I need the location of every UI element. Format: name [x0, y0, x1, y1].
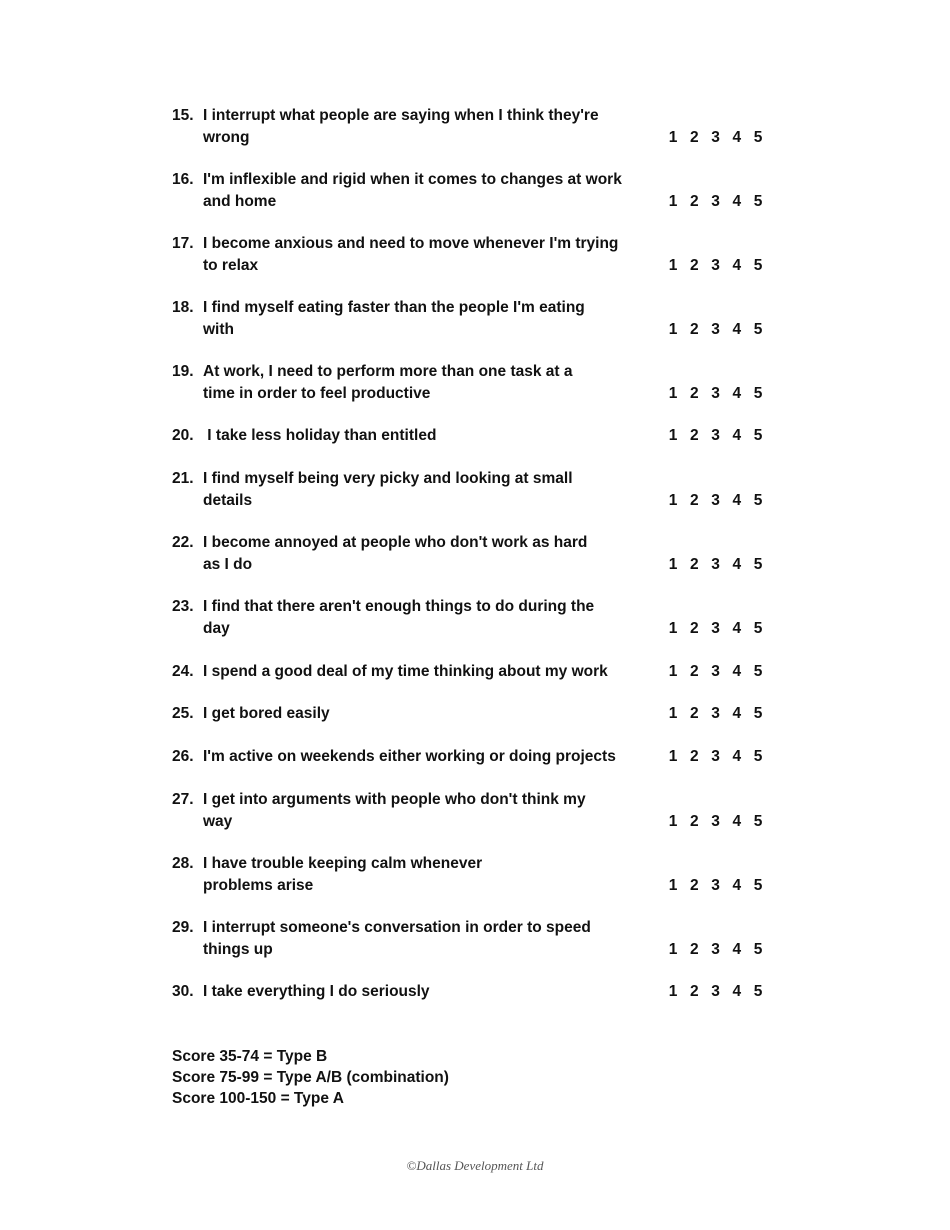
rating-scale [668, 319, 763, 341]
rating-option-2[interactable]: 2 [689, 620, 699, 637]
question-number: 22. [172, 534, 194, 551]
rating-option-3[interactable]: 3 [711, 193, 720, 210]
rating-option-2[interactable]: 2 [689, 257, 699, 274]
rating-option-3[interactable]: 3 [711, 385, 720, 402]
rating-option-1[interactable]: 1 [668, 705, 678, 722]
rating-option-4[interactable]: 4 [732, 620, 742, 637]
rating-option-5[interactable]: 5 [753, 941, 763, 958]
rating-option-4[interactable]: 4 [732, 492, 742, 509]
rating-scale [668, 703, 763, 725]
question-text: I get into arguments with people who don't think my way [203, 791, 586, 830]
rating-option-5[interactable]: 5 [753, 193, 763, 210]
rating-option-2[interactable]: 2 [689, 813, 699, 830]
question-text: I'm inflexible and rigid when it comes to changes at work and home [203, 171, 622, 210]
rating-option-5[interactable]: 5 [753, 257, 763, 274]
rating-option-5[interactable]: 5 [753, 705, 763, 722]
score-range-type-a: Score 100-150 = Type A [172, 1090, 344, 1107]
rating-option-3[interactable]: 3 [711, 748, 720, 765]
rating-option-2[interactable]: 2 [689, 705, 699, 722]
rating-option-1[interactable]: 1 [668, 193, 678, 210]
question-text: I have trouble keeping calm whenever problems arise [203, 855, 483, 894]
rating-scale [668, 127, 763, 149]
question-text: I get bored easily [203, 705, 330, 722]
question-text: I find myself being very picky and looking at small details [203, 470, 573, 509]
rating-scale [668, 554, 763, 576]
rating-scale [668, 661, 763, 683]
rating-option-2[interactable]: 2 [689, 556, 699, 573]
rating-option-1[interactable]: 1 [668, 983, 678, 1000]
rating-option-3[interactable]: 3 [711, 427, 720, 444]
rating-option-5[interactable]: 5 [753, 813, 763, 830]
rating-scale [668, 746, 763, 768]
rating-option-2[interactable]: 2 [689, 663, 699, 680]
rating-option-3[interactable]: 3 [711, 877, 720, 894]
rating-option-2[interactable]: 2 [689, 129, 699, 146]
question-number: 18. [172, 299, 194, 316]
rating-option-2[interactable]: 2 [689, 748, 699, 765]
question-text: I become anxious and need to move whenever I'm trying to relax [203, 235, 619, 274]
rating-option-5[interactable]: 5 [753, 385, 763, 402]
rating-option-5[interactable]: 5 [753, 877, 763, 894]
question-number: 23. [172, 598, 194, 615]
rating-option-2[interactable]: 2 [689, 193, 699, 210]
question-number: 16. [172, 171, 194, 188]
rating-option-1[interactable]: 1 [668, 129, 678, 146]
rating-scale [668, 490, 763, 512]
rating-option-1[interactable]: 1 [668, 556, 678, 573]
question-number: 15. [172, 107, 194, 124]
rating-scale [668, 811, 763, 833]
rating-option-3[interactable]: 3 [711, 941, 720, 958]
rating-option-4[interactable]: 4 [732, 427, 742, 444]
rating-option-2[interactable]: 2 [689, 877, 699, 894]
rating-option-5[interactable]: 5 [753, 129, 763, 146]
question-text: I take everything I do seriously [203, 983, 430, 1000]
rating-option-1[interactable]: 1 [668, 492, 678, 509]
rating-option-4[interactable]: 4 [732, 385, 742, 402]
rating-scale [668, 981, 763, 1003]
rating-option-3[interactable]: 3 [711, 556, 720, 573]
rating-option-1[interactable]: 1 [668, 385, 678, 402]
question-text: I become annoyed at people who don't work as hard as I do [203, 534, 588, 573]
rating-option-2[interactable]: 2 [689, 321, 699, 338]
rating-scale [668, 255, 763, 277]
rating-option-4[interactable]: 4 [732, 705, 742, 722]
rating-option-3[interactable]: 3 [711, 983, 720, 1000]
rating-option-4[interactable]: 4 [732, 877, 742, 894]
question-text: I interrupt what people are saying when I think they're wrong [203, 107, 599, 146]
rating-option-5[interactable]: 5 [753, 321, 763, 338]
rating-option-2[interactable]: 2 [689, 983, 699, 1000]
rating-option-3[interactable]: 3 [711, 705, 720, 722]
rating-option-1[interactable]: 1 [668, 941, 678, 958]
question-number: 20. [172, 427, 194, 444]
rating-option-2[interactable]: 2 [689, 427, 699, 444]
rating-option-4[interactable]: 4 [732, 748, 742, 765]
rating-option-2[interactable]: 2 [689, 941, 699, 958]
question-number: 29. [172, 919, 194, 936]
rating-option-3[interactable]: 3 [711, 663, 720, 680]
question-text: I take less holiday than entitled [203, 427, 437, 444]
question-number: 27. [172, 791, 194, 808]
question-number: 17. [172, 235, 194, 252]
question-text: I spend a good deal of my time thinking about my work [203, 663, 608, 680]
rating-option-1[interactable]: 1 [668, 620, 678, 637]
rating-option-3[interactable]: 3 [711, 620, 720, 637]
question-number: 26. [172, 748, 194, 765]
question-number: 25. [172, 705, 194, 722]
rating-option-5[interactable]: 5 [753, 427, 763, 444]
question-text: I'm active on weekends either working or doing projects [203, 748, 616, 765]
question-number: 30. [172, 983, 194, 1000]
rating-option-5[interactable]: 5 [753, 983, 763, 1000]
rating-option-3[interactable]: 3 [711, 813, 720, 830]
question-text: I interrupt someone's conversation in order to speed things up [203, 919, 591, 958]
scoring-legend [172, 1046, 449, 1109]
rating-option-5[interactable]: 5 [753, 663, 763, 680]
score-range-type-b: Score 35-74 = Type B [172, 1048, 328, 1065]
rating-scale [668, 425, 763, 447]
rating-option-3[interactable]: 3 [711, 321, 720, 338]
copyright-footer: ©Dallas Development Ltd [406, 1158, 544, 1173]
rating-option-2[interactable]: 2 [689, 385, 699, 402]
rating-scale [668, 939, 763, 961]
rating-option-4[interactable]: 4 [732, 941, 742, 958]
rating-option-1[interactable]: 1 [668, 257, 678, 274]
question-text: At work, I need to perform more than one task at a time in order to feel productive [203, 363, 573, 402]
rating-option-5[interactable]: 5 [753, 748, 763, 765]
rating-option-4[interactable]: 4 [732, 663, 742, 680]
rating-option-1[interactable]: 1 [668, 748, 678, 765]
rating-option-5[interactable]: 5 [753, 492, 763, 509]
rating-option-1[interactable]: 1 [668, 813, 678, 830]
rating-option-3[interactable]: 3 [711, 492, 720, 509]
question-number: 21. [172, 470, 194, 487]
rating-option-4[interactable]: 4 [732, 321, 742, 338]
score-range-type-ab: Score 75-99 = Type A/B (combination) [172, 1069, 449, 1086]
rating-option-4[interactable]: 4 [732, 129, 742, 146]
question-number: 19. [172, 363, 194, 380]
rating-option-4[interactable]: 4 [732, 556, 742, 573]
question-number: 28. [172, 855, 194, 872]
rating-scale [668, 191, 763, 213]
rating-option-1[interactable]: 1 [668, 663, 678, 680]
rating-option-5[interactable]: 5 [753, 556, 763, 573]
rating-option-2[interactable]: 2 [689, 492, 699, 509]
rating-option-5[interactable]: 5 [753, 620, 763, 637]
rating-option-4[interactable]: 4 [732, 813, 742, 830]
rating-scale [668, 618, 763, 640]
rating-option-3[interactable]: 3 [711, 129, 720, 146]
rating-option-1[interactable]: 1 [668, 427, 678, 444]
question-text: I find that there aren't enough things to do during the day [203, 598, 595, 637]
rating-option-3[interactable]: 3 [711, 257, 720, 274]
rating-option-4[interactable]: 4 [732, 193, 742, 210]
question-text: I find myself eating faster than the people I'm eating with [203, 299, 585, 338]
rating-option-1[interactable]: 1 [668, 877, 678, 894]
rating-option-4[interactable]: 4 [732, 257, 742, 274]
question-number: 24. [172, 663, 194, 680]
rating-scale [668, 875, 763, 897]
rating-option-4[interactable]: 4 [732, 983, 742, 1000]
rating-scale [668, 383, 763, 405]
rating-option-1[interactable]: 1 [668, 321, 678, 338]
